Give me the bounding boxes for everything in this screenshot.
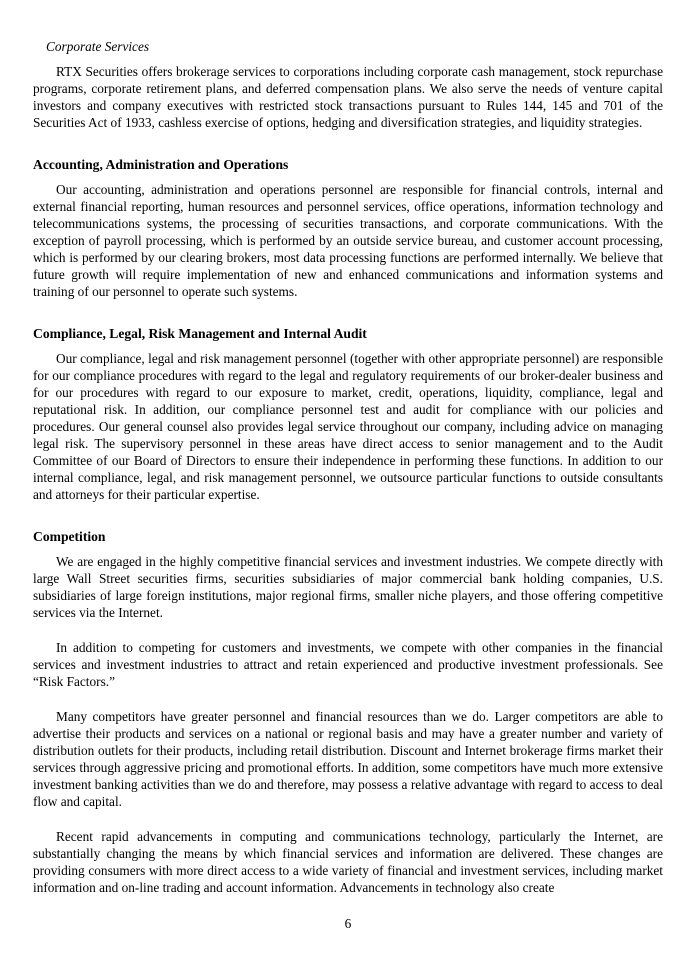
- section-heading-compliance-legal-risk: Compliance, Legal, Risk Management and Internal Audit: [33, 326, 367, 341]
- paragraph-corporate-services: RTX Securities offers brokerage services to corporations including corporate cash management, stock repurchase programs, corporate retirement plans, and deferred compensation plans. We also serve the needs of venture capital investors and company executives with restricted stock transactions pursuant to Rules 144, 145 and 701 of the Securities Act of 1933, cashless exercise of options, hedging and diversification strategies, and liquidity strategies.: [33, 64, 663, 130]
- paragraph-compliance-legal-risk: Our compliance, legal and risk management personnel (together with other appropriate personnel) are responsible for our compliance procedures with regard to the legal and regulatory requirements of our broker-dealer business and for our procedures with regard to our exposure to market, credit, operations, liquidity, compliance, legal and reputational risk. In addition, our compliance personnel test and audit for compliance with our policies and procedures. Our general counsel also provides legal service throughout our company, including advice on managing legal risk. The supervisory personnel in these areas have direct access to senior management and to the Audit Committee of our Board of Directors to ensure their independence in performing these functions. In addition to our internal compliance, legal, and risk management personnel, we outsource particular functions to outside consultants and attorneys for their particular expertise.: [33, 351, 663, 502]
- page-number: 6: [344, 916, 352, 931]
- paragraph-technology-advancements: Recent rapid advancements in computing and communications technology, particularly the Internet, are substantially changing the means by which financial services and information are delivered. These changes are providing consumers with more direct access to a wide variety of financial and investment services, including market information and on-line trading and account information. Advancements in technology also create: [33, 829, 663, 895]
- paragraph-competition-overview: We are engaged in the highly competitive financial services and investment industries. We compete directly with large Wall Street securities firms, securities subsidiaries of major commercial bank holding companies, U.S. subsidiaries of large foreign institutions, major regional firms, smaller niche players, and those offering competitive services via the Internet.: [33, 554, 663, 620]
- section-heading-competition: Competition: [33, 529, 106, 544]
- section-heading-accounting-administration-operations: Accounting, Administration and Operations: [33, 157, 289, 172]
- section-heading-corporate-services: Corporate Services: [46, 39, 150, 54]
- paragraph-competition-professionals: In addition to competing for customers and investments, we compete with other companies in the financial services and investment industries to attract and retain experienced and productive investment professionals. See “Risk Factors.”: [33, 640, 663, 689]
- paragraph-accounting-operations: Our accounting, administration and operations personnel are responsible for financial controls, internal and external financial reporting, human resources and personnel services, office operations, information technology and telecommunications systems, the processing of securities transactions, and corporate communications. With the exception of payroll processing, which is performed by an outside service bureau, and customer account processing, which is performed by our clearing brokers, most data processing functions are performed internally. We believe that future growth will require implementation of new and enhanced communications and information systems and training of our personnel to operate such systems.: [33, 182, 663, 299]
- paragraph-competitor-resources: Many competitors have greater personnel and financial resources than we do. Larger competitors are able to advertise their products and services on a national or regional basis and may have a greater number and variety of distribution outlets for their products, including retail distribution. Discount and Internet brokerage firms market their services through aggressive pricing and promotional efforts. In addition, some competitors have much more extensive investment banking activities than we do and therefore, may possess a relative advantage with regard to access to deal flow and capital.: [33, 709, 663, 809]
